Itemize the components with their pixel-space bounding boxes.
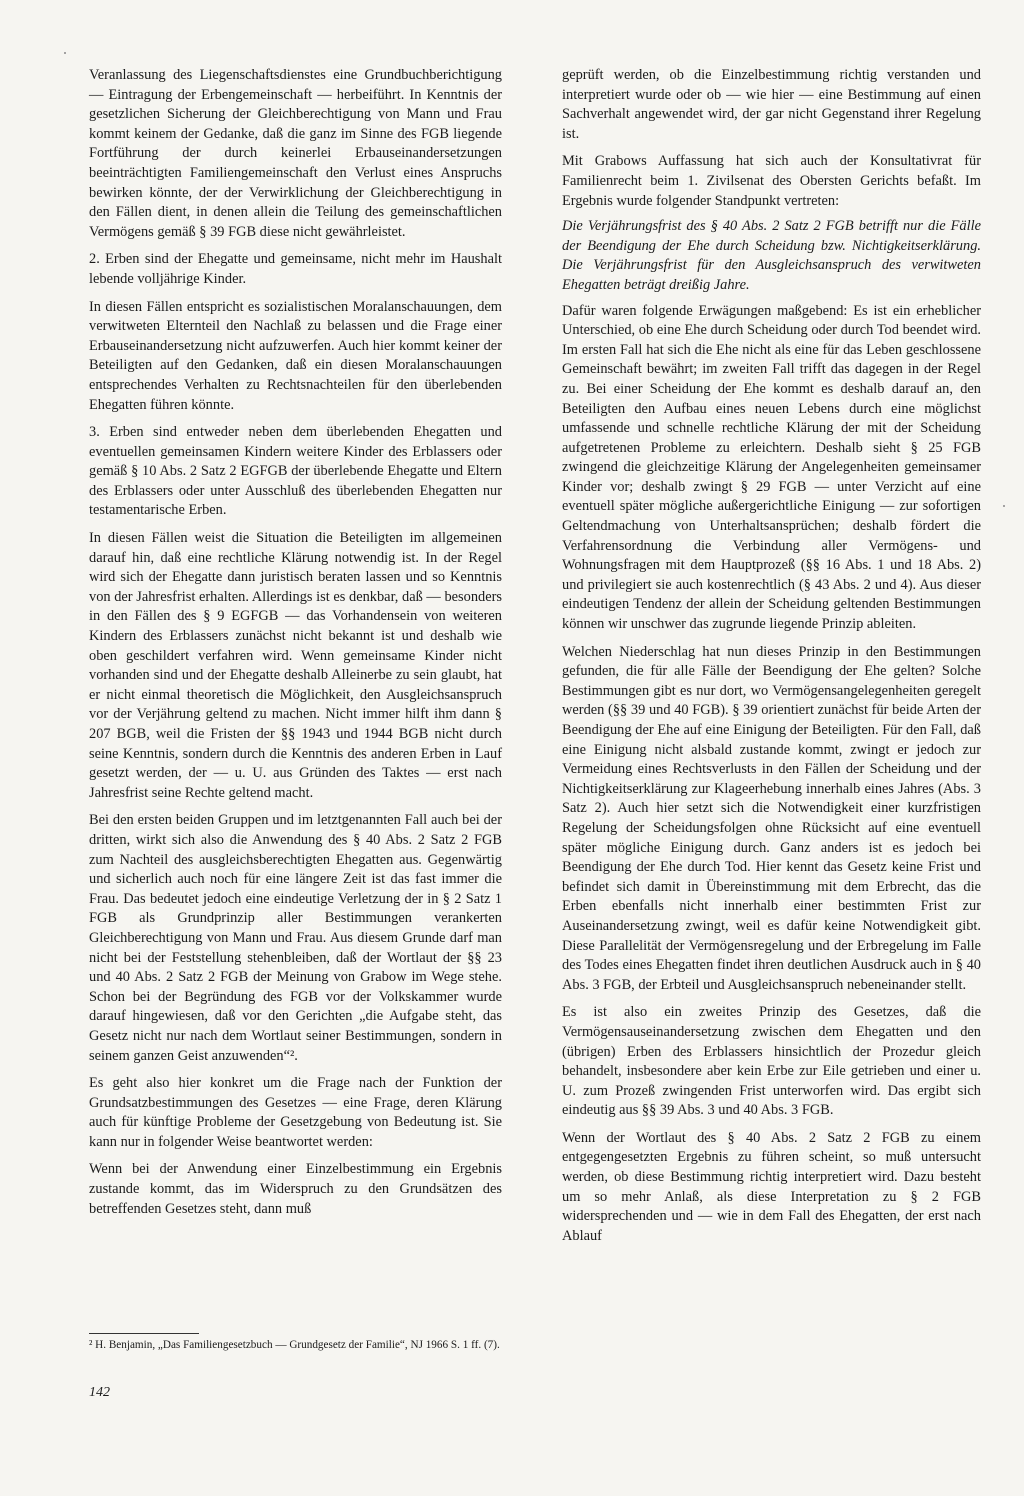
scan-speck bbox=[64, 52, 66, 54]
paragraph: geprüft werden, ob die Einzelbestimmung richtig verstanden und interpretiert wurde oder ob — wie hier — eine Bestimmung auf einen Sachverhalt angewendet wird, der gar nicht Gegenstand ihrer Regelung ist. bbox=[562, 67, 981, 142]
paragraph: Wenn der Wortlaut des § 40 Abs. 2 Satz 2 FGB zu einem entgegengesetzten Ergebnis zu führen scheint, so muß untersucht werden, ob diese Bestimmung richtig interpretiert wird. Dazu besteht um so mehr Anlaß, als diese Interpretation zu § 2 FGB widersprechenden und — wie in dem Fall des Ehegatten, der erst nach Ablauf bbox=[562, 1129, 981, 1244]
paragraph: Mit Grabows Auffassung hat sich auch der Konsultativrat für Familienrecht beim 1. Zivilsenat des Obersten Gerichts befaßt. Im Ergebnis wurde folgender Standpunkt vertreten: bbox=[562, 153, 981, 209]
footnote-divider bbox=[89, 1333, 199, 1334]
paragraph: Bei den ersten beiden Gruppen und im letztgenannten Fall auch bei der dritten, wirkt sich also die Anwendung des § 40 Abs. 2 Satz 2 FGB zum Nachteil des ausgleichsberechtigten Ehegatten aus. Gegenwärtig und sicherlich auch noch für eine längere Zeit ist das fast immer die Frau. Das bedeutet jedoch eine eindeutige Verletzung der in § 2 Satz 1 FGB als Grundprinzip aller Bestimmungen verankerten Gleichberechtigung von Mann und Frau. Aus diesem Grunde darf man nicht bei der Feststellung stehenbleiben, daß der Wortlaut der §§ 23 und 40 Abs. 2 Satz 2 FGB der Meinung von Grabow im Wege stehe. Schon bei der Begründung des FGB vor der Volkskammer wurde darauf hingewiesen, daß vor den Gerichten „die Aufgabe steht, das Gesetz nicht nur nach dem Wortlaut seiner Bestimmungen, sondern in seinem ganzen Geist anzuwenden“². bbox=[89, 812, 502, 1064]
page-number: 142 bbox=[89, 1385, 110, 1400]
scan-speck bbox=[1003, 505, 1005, 507]
italic-statement: Die Verjährungsfrist des § 40 Abs. 2 Satz 2 FGB betrifft nur die Fälle der Beendigung der Ehe durch Scheidung bzw. Nichtigkeitserklärung. Die Verjährungsfrist für den Ausgleichsanspruch des verwitweten Ehegatten beträgt dreißig Jahre. bbox=[562, 218, 981, 293]
paragraph: 3. Erben sind entweder neben dem überlebenden Ehegatten und eventuellen gemeinsamen Kindern weitere Kinder des Erblassers oder gemäß § 10 Abs. 2 Satz 2 EGFGB der überlebende Ehegatte und Eltern des Erblassers oder unter Ausschluß des überlebenden Ehegatten nur testamentarische Erben. bbox=[89, 424, 502, 519]
paragraph: Es ist also ein zweites Prinzip des Gesetzes, daß die Vermögensauseinandersetzung zwischen dem Ehegatten und den (übrigen) Erben des Erblassers hinsichtlich der Prozedur gleich behandelt, insbesondere aber kein Erbe zur Eile getrieben und einer u. U. zum Prozeß zwingenden Frist unterworfen wird. Das ergibt sich eindeutig aus §§ 39 Abs. 3 und 40 Abs. 3 FGB. bbox=[562, 1004, 981, 1119]
paragraph: Welchen Niederschlag hat nun dieses Prinzip in den Bestimmungen gefunden, die für alle Fälle der Beendigung der Ehe gelten? Solche Bestimmungen gibt es nur dort, wo Vermögensangelegenheiten geregelt werden (§§ 39 und 40 FGB). § 39 orientiert zunächst für beide Arten der Beendigung der Ehe auf eine Einigung der Beteiligten. Für den Fall, daß eine Einigung nicht alsbald zustande kommt, zwingt er jedoch zur Vermeidung eines Rechtsverlusts in den Fällen der Scheidung und der Nichtigkeitserklärung zur Klageerhebung innerhalb eines Jahres (Abs. 3 Satz 2). Auch hier setzt sich die Notwendigkeit einer kurzfristigen Regelung der Scheidungsfolgen ohne Rücksicht auf eine eventuell später mögliche Einigung durch. Ganz anders ist es jedoch bei Beendigung der Ehe durch Tod. Hier kennt das Gesetz keine Frist und befindet sich damit in Übereinstimmung mit dem Erbrecht, das die Erben ebenfalls nicht innerhalb einer bestimmten Frist zur Auseinandersetzung zwingt, weil es dafür keine Notwendigkeit gibt. Diese Parallelität der Vermögensregelung und der Erbregelung im Falle des Todes eines Ehegatten findet ihren deutlichen Ausdruck auch in § 40 Abs. 3 FGB, der Erbteil und Ausgleichsanspruch nebeneinander stellt. bbox=[562, 643, 981, 993]
paragraph: Veranlassung des Liegenschaftsdienstes eine Grundbuchberichtigung — Eintragung der Erbengemeinschaft — herbeiführt. In Kenntnis der gesetzlichen Sicherung der Gleichberechtigung von Mann und Frau kommt keinem der Gedanke, daß die ganz im Sinne des FGB liegende Fortführung der durch keinerlei Erbauseinandersetzungen beeinträchtigten Familiengemeinschaft den Verlust eines Anspruchs bewirken könnte, der der Verwirklichung der Gleichberechtigung in den Fällen dient, in denen allein die Teilung des gemeinschaftlichen Vermögens gemäß § 39 FGB diese nicht gewährleistet. bbox=[89, 67, 502, 240]
paragraph: Dafür waren folgende Erwägungen maßgebend: Es ist ein erheblicher Unterschied, ob eine Ehe durch Scheidung oder durch Tod beendet wird. Im ersten Fall hat sich die Ehe nicht als eine für das Leben geschlossene Gemeinschaft bewährt; im zweiten Fall trifft das dagegen in der Regel zu. Bei einer Scheidung der Ehe kommt es deshalb darauf an, den Beteiligten den Aufbau eines neuen Lebens durch eine möglichst umfassende und schnelle rechtliche Klärung der mit der Scheidung aufgetretenen Probleme zu erleichtern. Deshalb sieht § 25 FGB zwingend die gleichzeitige Klärung der Angelegenheiten gemeinsamer Kinder vor; deshalb zwingt § 29 FGB — unter Verzicht auf eine eventuell später mögliche außergerichtliche Einigung — zur sofortigen Geltendmachung von Unterhaltsansprüchen; deshalb fördert die Verfahrensordnung die Verbindung aller Vermögens- und Wohnungsfragen mit dem Hauptprozeß (§§ 16 Abs. 1 und 18 Abs. 2) und privilegiert sie auch kostenrechtlich (§ 43 Abs. 2 und 4). Aus dieser eindeutigen Tendenz der allein der Scheidung geltenden Bestimmungen können wir unschwer das zugrunde liegende Prinzip ableiten. bbox=[562, 302, 981, 633]
paragraph: 2. Erben sind der Ehegatte und gemeinsame, nicht mehr im Haushalt lebende volljährige Kinder. bbox=[89, 251, 502, 287]
footnote: ² H. Benjamin, „Das Familiengesetzbuch — Grundgesetz der Familie“, NJ 1966 S. 1 ff. (7). bbox=[89, 1339, 500, 1351]
left-column bbox=[89, 66, 502, 1227]
paragraph: In diesen Fällen weist die Situation die Beteiligten im allgemeinen darauf hin, daß eine rechtliche Klärung notwendig ist. In der Regel wird sich der Ehegatte dann juristisch beraten lassen und so Kenntnis von der Jahresfrist erhalten. Allerdings ist es denkbar, daß — besonders in den Fällen des § 9 EGFGB — das Vorhandensein von weiteren Kindern des Erblassers zunächst nicht bekannt ist und deshalb wie oben geschildert verfahren wird. Wenn gemeinsame Kinder nicht vorhanden sind und der Ehegatte deshalb Alleinerbe zu sein glaubt, hat er nicht einmal theoretisch die Möglichkeit, den Ausgleichsanspruch vor der Verjährung geltend zu machen. Nicht immer hilft ihm dann § 207 BGB, weil die Fristen der §§ 1943 und 1944 BGB nicht durch seine Kenntnis, sondern durch die Kenntnis des anderen Erben in Lauf gesetzt werden, der — u. U. aus Gründen des Taktes — erst nach Jahresfrist seine Rechte geltend macht. bbox=[89, 530, 502, 801]
paragraph: In diesen Fällen entspricht es sozialistischen Moralanschauungen, dem verwitweten Elternteil den Nachlaß zu belassen und die Frage einer Erbauseinandersetzung nicht aufzuwerfen. Auch hier kommt keiner der Beteiligten auf den Gedanken, daß ein diesen Moralanschauungen entsprechendes Verhalten zu Rechtsnachteilen für den überlebenden Ehegatten führen könnte. bbox=[89, 298, 502, 413]
paragraph: Wenn bei der Anwendung einer Einzelbestimmung ein Ergebnis zustande kommt, das im Widerspruch zu den Grundsätzen des betreffenden Gesetzes steht, dann muß bbox=[89, 1161, 502, 1217]
right-column bbox=[562, 66, 981, 1254]
paragraph: Es geht also hier konkret um die Frage nach der Funktion der Grundsatzbestimmungen des Gesetzes — eine Frage, deren Klärung auch für künftige Probleme der Gesetzgebung von Bedeutung ist. Sie kann nur in folgender Weise beantwortet werden: bbox=[89, 1075, 502, 1150]
